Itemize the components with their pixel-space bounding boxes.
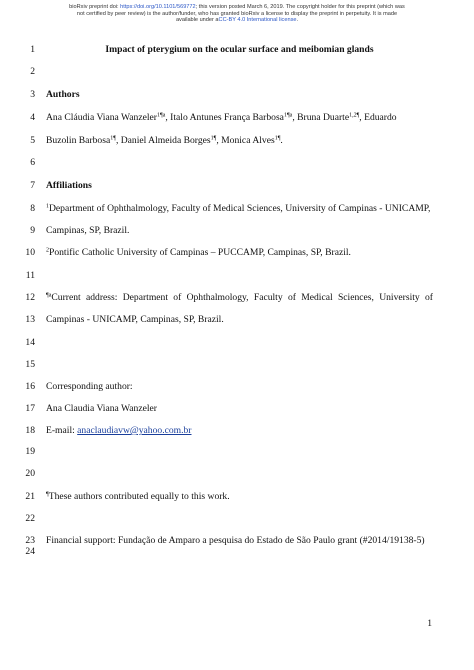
corresponding-name: Ana Claudia Viana Wanzeler <box>46 403 157 414</box>
author-name: Ana Cláudia Viana Wanzeler <box>46 112 157 123</box>
line-number: 10 <box>25 247 35 258</box>
email-link[interactable]: anaclaudiavw@yahoo.com.br <box>77 425 192 436</box>
corresponding-heading: Corresponding author: <box>46 381 133 392</box>
line-number: 18 <box>25 425 35 436</box>
line-number: 3 <box>30 89 35 100</box>
affiliation-superscript: ¶a <box>46 292 52 299</box>
line-number: 8 <box>30 203 35 214</box>
equal-contribution-note: ¶These authors contributed equally to this work. <box>46 491 230 502</box>
affiliation-2: $^2$Pontific Catholic University of Campinas – PUCCAMP, Campinas, SP, Brazil. <box>46 247 351 258</box>
current-address-line-1: $^{\P a}$Current address: Department of Ophthalmology, Faculty of Medical Sciences, University of <box>46 292 433 303</box>
note-superscript: ¶ <box>46 491 49 498</box>
author-name: Daniel Almeida Borges <box>120 135 211 146</box>
author-name: Eduardo <box>364 112 397 123</box>
current-address-line-2: Campinas - UNICAMP, Campinas, SP, Brazil. <box>46 314 224 325</box>
affiliation-superscript: 1 <box>46 203 49 210</box>
author-superscript: 1¶a <box>156 112 166 119</box>
author-name: Italo Antunes França Barbosa <box>170 112 284 123</box>
author-superscript: 1¶ <box>210 135 217 142</box>
preprint-notice <box>40 4 434 24</box>
line-number: 11 <box>25 270 35 281</box>
line-number: 21 <box>25 491 35 502</box>
line-number: 12 <box>25 292 35 303</box>
line-number: 13 <box>25 314 35 325</box>
authors-heading: Authors <box>46 89 80 100</box>
line-number: 5 <box>30 135 35 146</box>
funding-statement: Financial support: Fundação de Amparo a pesquisa do Estado de São Paulo grant (#2014/19138-5) <box>46 535 425 546</box>
line-number: 15 <box>25 359 35 370</box>
author-line-1: Ana Cláudia Viana Wanzeler$^{1\P a}$, Italo Antunes França Barbosa$^{1\P a}$, Bruna Duarte$^{1,2\P}$, Eduardo <box>46 112 397 123</box>
author-superscript: 1,2¶ <box>349 112 360 119</box>
line-number: 23 <box>25 535 35 546</box>
author-superscript: 1¶a <box>283 112 293 119</box>
author-name: Monica Alves <box>221 135 275 146</box>
line-number: 17 <box>25 403 35 414</box>
line-number: 24 <box>25 546 35 557</box>
author-superscript: 1¶ <box>110 135 116 142</box>
line-number: 7 <box>30 180 35 191</box>
line-number: 22 <box>25 513 35 524</box>
line-number: 4 <box>30 112 35 123</box>
author-name: Buzolin Barbosa <box>46 135 111 146</box>
author-superscript: 1¶ <box>274 135 281 142</box>
notice-line-3: available under aCC-BY 4.0 International license. <box>175 17 299 24</box>
line-number: 1 <box>30 44 35 55</box>
affiliation-1-line-1: $^1$Department of Ophthalmology, Faculty of Medical Sciences, University of Campinas - UNICAMP, <box>46 203 431 214</box>
paper-title: Impact of pterygium on the ocular surface and meibomian glands <box>105 44 374 55</box>
affiliation-superscript: 2 <box>46 247 49 254</box>
line-number: 20 <box>25 468 35 479</box>
line-number: 19 <box>25 446 35 457</box>
line-number: 16 <box>25 381 35 392</box>
license-link[interactable]: CC-BY 4.0 International license <box>218 17 297 24</box>
line-number: 2 <box>30 66 35 77</box>
doi-link[interactable]: https://doi.org/10.1101/569772 <box>120 4 196 10</box>
corresponding-email: E-mail: anaclaudiavw@yahoo.com.br <box>46 425 192 436</box>
affiliation-1-line-2: Campinas, SP, Brazil. <box>46 225 130 236</box>
affiliations-heading: Affiliations <box>46 180 92 191</box>
notice-line-2: not certified by peer review) is the author/funder, who has granted bioRxiv a license to display the preprint in perpetuity. It is made <box>76 10 398 17</box>
line-number: 14 <box>25 337 35 348</box>
author-name: Bruna Duarte <box>297 112 350 123</box>
line-number: 6 <box>30 157 35 168</box>
notice-line-1: bioRxiv preprint doi: https://doi.org/10.1101/569772; this version posted March 6, 2019. The copyright holder for this preprint (which was <box>69 4 405 10</box>
page-number: 1 <box>427 618 432 629</box>
line-number: 9 <box>30 225 35 236</box>
author-line-2: Buzolin Barbosa$^{1\P}$, Daniel Almeida Borges$^{1\P}$, Monica Alves$^{1\P}$. <box>46 135 283 146</box>
